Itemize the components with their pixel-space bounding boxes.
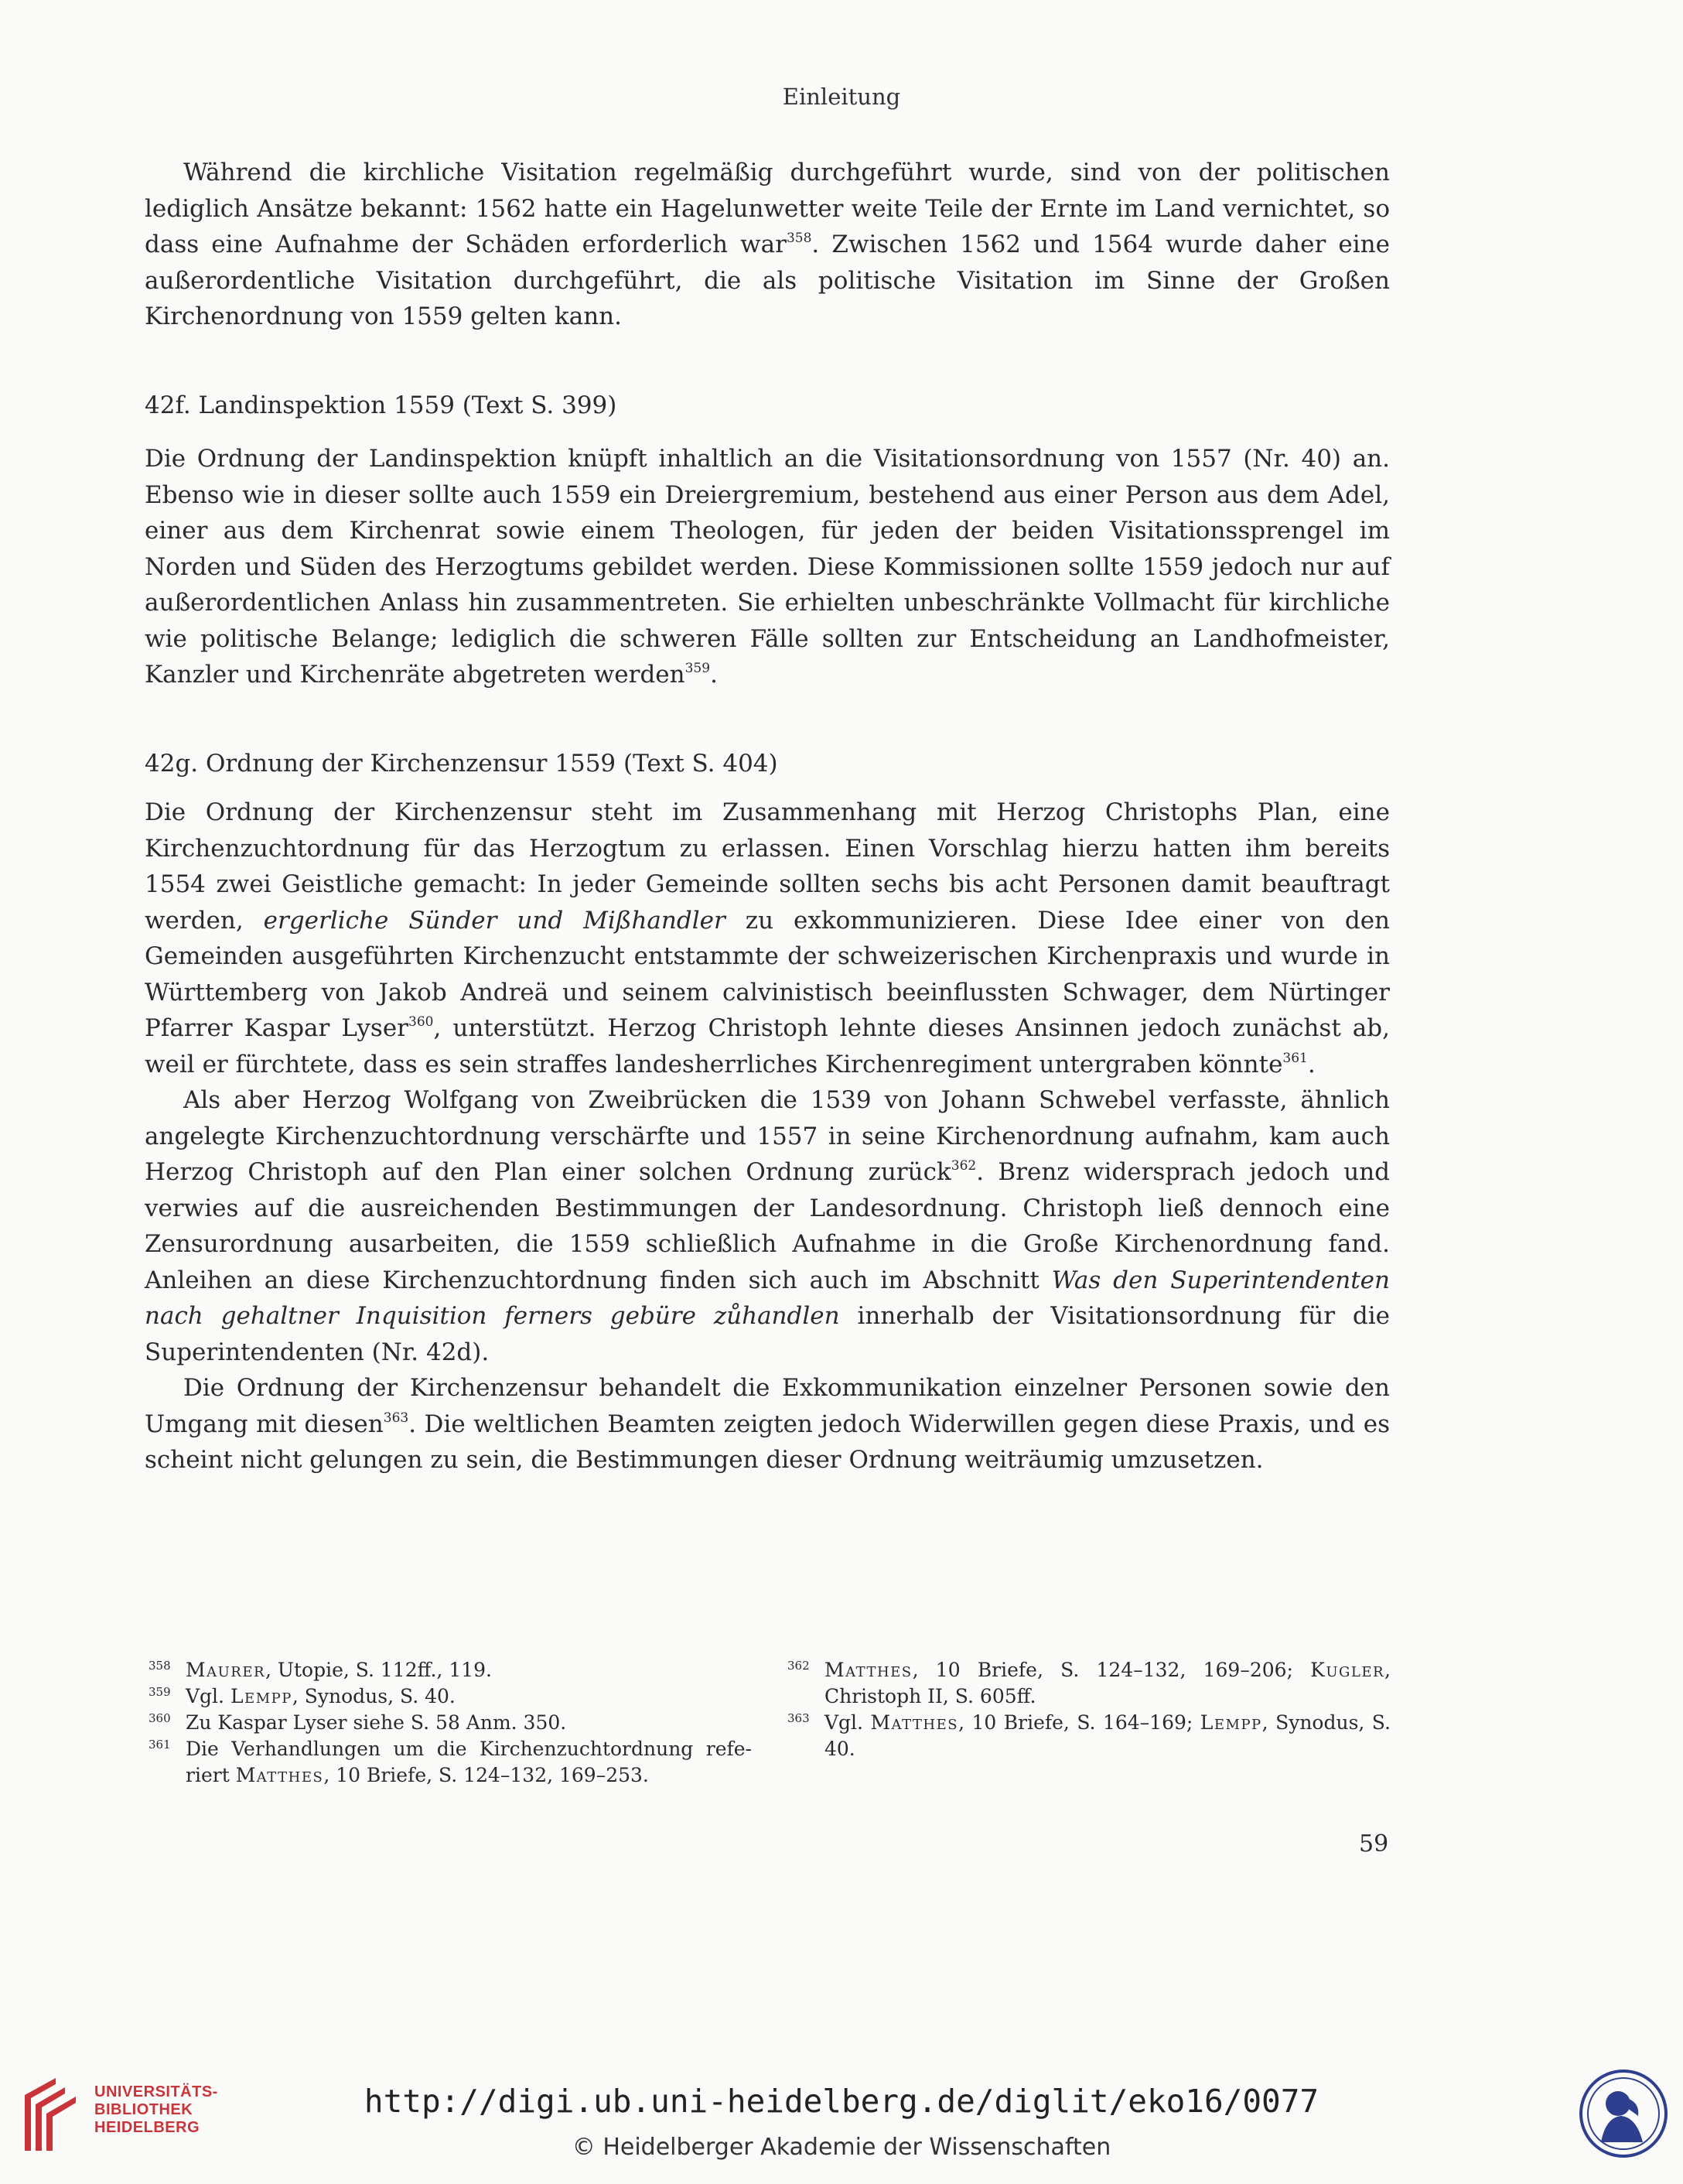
p5-text-a: Die Ordnung der Kirchenzensur behandelt die Exkommunikation einzelner Personen sowie den Umgang mit diesen (145, 1374, 1390, 1438)
paragraph-2 (145, 441, 1390, 693)
author-name: Matthes (870, 1711, 959, 1734)
footnote-text: Zu Kaspar Lyser siehe S. 58 Anm. 350. (186, 1711, 567, 1734)
footnote-ref-363[interactable]: 363 (383, 1410, 409, 1426)
footnote-text: , 10 Briefe, S. 164–169; (958, 1711, 1200, 1734)
p3-text-b: zu exkommunizieren. Diese Idee einer von den Gemeinden ausgeführten Kirchenzucht entstammte der schweizerischen Kirchenpraxis und wurde in Württemberg von Jakob Andreä und seinem calvinistisch beeinflussten Schwager, dem Nürtinger Pfarrer Kaspar Lyser (145, 906, 1391, 1042)
footnote-361 (148, 1736, 752, 1789)
p5-text-b: . Die weltlichen Beamten zeigten jedoch Widerwillen gegen diese Praxis, und es scheint nicht gelungen zu sein, die Bestimmungen dieser Ordnung weiträumig umzusetzen. (145, 1410, 1390, 1474)
footnote-number: 361 (148, 1738, 171, 1752)
footnote-ref-358[interactable]: 358 (786, 231, 812, 246)
p4-text-c: innerhalb der Visitationsordnung für die Superintendenten (Nr. 42d). (145, 1302, 1390, 1366)
footnotes-right (787, 1657, 1391, 1762)
p2-text-b: . (710, 661, 718, 689)
library-name-line: BIBLIOTHEK (94, 2101, 193, 2118)
author-name: Lempp (230, 1685, 292, 1707)
p2-text-a: Die Ordnung der Landinspektion knüpft inhaltlich an die Visitationsordnung von 1557 (Nr. 40) an. Ebenso wie in dieser sollte auch 1559 ein Dreiergremium, bestehend aus einer Person aus dem Adel, einer aus dem Kirchenrat sowie einem Theologen, für jeden der beiden Visitationssprengel im Norden und Süden des Herzogtums gebildet werden. Diese Kommissionen sollte 1559 jedoch nur auf außerordentlichen Anlass hin zusammentreten. Sie erhielten unbeschränkte Vollmacht für kirchliche wie politische Belange; lediglich die schweren Fälle sollten zur Entscheidung an Landhofmeister, Kanzler und Kirchenräte abgetreten werden (145, 445, 1390, 689)
paragraph-3 (145, 795, 1390, 1082)
footnote-number: 362 (787, 1659, 810, 1673)
footnotes-left (148, 1657, 752, 1789)
p3-text-c: , unterstützt. Herzog Christoph lehnte dieses Ansinnen jedoch zunächst ab, weil er fürchtete, dass es sein straffes landesherrliches Kirchenregiment untergraben könnte (145, 1014, 1390, 1078)
footnote-360 (148, 1710, 752, 1736)
footnote-ref-361[interactable]: 361 (1282, 1050, 1308, 1066)
p4-italic: Was den Superintendenten nach gehaltner Inquisition ferners gebüre zůhandlen (145, 1266, 1390, 1330)
p3-text-a: Die Ordnung der Kirchenzensur steht im Zusammenhang mit Herzog Christophs Plan, eine Kirchenzuchtordnung für das Herzogtum zu erlassen. Einen Vorschlag hierzu hatten ihm bereits 1554 zwei Geistliche gemacht: In jeder Gemeinde sollten sechs bis acht Personen damit beauftragt werden, (145, 798, 1390, 935)
footnote-text: , Synodus, S. 40. (824, 1711, 1391, 1760)
academy-seal-icon (1578, 2068, 1669, 2162)
paragraph-5 (145, 1370, 1390, 1478)
author-name: Matthes (235, 1764, 324, 1786)
footnote-text: , Christoph II, S. 605ff. (824, 1659, 1391, 1707)
section-heading-42g: 42g. Ordnung der Kirchenzensur 1559 (Text S. 404) (145, 750, 778, 778)
footnote-ref-360[interactable]: 360 (408, 1014, 434, 1030)
paragraph-1 (145, 155, 1390, 335)
p1-text-b: . Zwischen 1562 und 1564 wurde daher eine außerordentliche Visitation durchgeführt, die als politische Visitation im Sinne der Großen Kirchenordnung von 1559 gelten kann. (145, 231, 1390, 330)
page-number: 59 (1359, 1830, 1389, 1858)
author-name: Lempp (1200, 1711, 1262, 1734)
footnote-362 (787, 1657, 1391, 1710)
footnote-number: 363 (787, 1711, 810, 1725)
p4-text-a: Als aber Herzog Wolfgang von Zweibrücken die 1539 von Johann Schwebel verfasste, ähnlich angelegte Kirchenzuchtordnung verschärfte und 1557 in seine Kirchenordnung aufnahm, kam auch Herzog Christoph auf den Plan einer solchen Ordnung zurück (145, 1086, 1390, 1186)
library-name-line: UNIVERSITÄTS- (94, 2083, 218, 2100)
p1-text-a: Während die kirchliche Visitation regelmäßig durchgeführt wurde, sind von der politischen lediglich Ansätze bekannt: 1562 hatte ein Hagelunwetter weite Teile der Ernte im Land vernichtet, so dass eine Aufnahme der Schäden erforderlich war (145, 159, 1390, 258)
permalink-url[interactable]: http://digi.ub.uni-heidelberg.de/diglit/eko16/0077 (364, 2083, 1319, 2120)
footnote-text: , Utopie, S. 112ff., 119. (265, 1659, 492, 1681)
footnote-text: , 10 Briefe, S. 124–132, 169–206; (912, 1659, 1311, 1681)
author-name: Matthes (824, 1659, 913, 1681)
p3-text-d: . (1307, 1050, 1316, 1078)
footnote-number: 360 (148, 1711, 171, 1725)
footnote-ref-362[interactable]: 362 (951, 1158, 977, 1174)
footnote-ref-359[interactable]: 359 (684, 661, 711, 676)
footnote-text: Vgl. (186, 1685, 230, 1707)
running-head: Einleitung (782, 84, 901, 110)
paragraphs-42g (145, 795, 1390, 1478)
copyright-notice: © Heidelberger Akademie der Wissenschaften (572, 2134, 1111, 2161)
footnote-number: 359 (148, 1685, 171, 1699)
library-name-line: HEIDELBERG (94, 2119, 200, 2136)
footnote-text: Vgl. (824, 1711, 871, 1734)
footnote-359 (148, 1683, 752, 1710)
footnote-text: , Synodus, S. 40. (292, 1685, 456, 1707)
author-name: Kugler (1310, 1659, 1385, 1681)
footnote-text: , 10 Briefe, S. 124–132, 169–253. (323, 1764, 649, 1786)
author-name: Maurer (186, 1659, 266, 1681)
footnote-363 (787, 1710, 1391, 1762)
p3-italic: ergerliche Sünder und Mißhandler (263, 906, 725, 935)
p4-text-b: . Brenz widersprach jedoch und verwies auf die ausreichenden Bestimmungen der Landesordnung. Christoph ließ dennoch eine Zensurordnung ausarbeiten, die 1559 schließlich Aufnahme in die Große Kirchenordnung fand. Anleihen an diese Kirchenzuchtordnung finden sich auch im Abschnitt (145, 1158, 1390, 1294)
section-heading-42f: 42f. Landinspektion 1559 (Text S. 399) (145, 391, 617, 419)
footnote-text: Die Verhandlungen um die Kirchenzuchtordnung referiert (186, 1738, 752, 1786)
paragraph-4 (145, 1082, 1390, 1370)
footnote-number: 358 (148, 1659, 171, 1673)
footnote-358 (148, 1657, 752, 1683)
